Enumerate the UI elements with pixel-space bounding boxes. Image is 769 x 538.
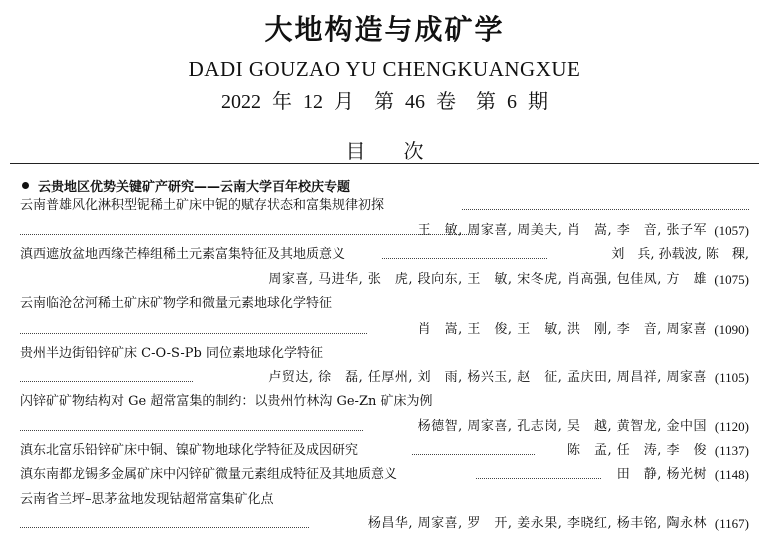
article-author-row: [0, 320, 769, 340]
article-authors: 肖 嵩, 王 俊, 王 敏, 洪 刚, 李 音, 周家喜: [417, 322, 707, 337]
article-page: (1090): [714, 322, 749, 337]
article-authors: 王 敏, 周家喜, 周美夫, 肖 嵩, 李 音, 张子军: [417, 223, 707, 238]
journal-title: 大地构造与成矿学: [264, 13, 505, 46]
leader-dots: [20, 417, 363, 431]
article-author-row: [0, 221, 769, 241]
article-title-row[interactable]: [0, 441, 769, 461]
toc-heading: 目次: [345, 139, 462, 163]
article-title: 云南普雄风化淋积型铌稀土矿床中铌的赋存状态和富集规律初探: [20, 198, 385, 213]
article-page: (1120): [714, 419, 749, 434]
article-title: 云南省兰坪–思茅盆地发现钴超常富集矿化点: [20, 492, 274, 507]
article-authors: 杨德智, 周家喜, 孔志岗, 吴 越, 黄智龙, 金中国: [417, 419, 707, 434]
article-page: (1057): [714, 223, 749, 238]
article-authors: 杨昌华, 周家喜, 罗 开, 姜永果, 李晓红, 杨丰铭, 陶永林: [367, 516, 707, 531]
article-page: (1167): [714, 516, 749, 531]
article-author-row: [0, 514, 769, 534]
section-heading: [22, 176, 350, 195]
article-author-row: [0, 368, 769, 388]
leader-dots: [476, 465, 601, 479]
leader-dots: [412, 441, 535, 455]
section-title: 云贵地区优势关键矿产研究——云南大学百年校庆专题: [38, 180, 351, 195]
article-authors-first: 刘 兵, 孙载波, 陈 稞,: [611, 247, 749, 262]
article-title-row[interactable]: [0, 196, 769, 216]
article-title: 贵州半边街铅锌矿床 C-O-S-Pb 同位素地球化学特征: [20, 346, 323, 361]
leader-dots: [20, 368, 193, 382]
issue-info: 2022 年 12 月 第 46 卷 第 6 期: [221, 91, 548, 113]
leader-dots: [20, 514, 309, 528]
article-title: 闪锌矿矿物结构对 Ge 超常富集的制约：以贵州竹林沟 Ge-Zn 矿床为例: [20, 394, 433, 409]
bullet-icon: [22, 182, 29, 189]
article-authors: 卢贸达, 徐 磊, 任厚州, 刘 雨, 杨兴玉, 赵 征, 孟庆田, 周昌祥, 周家喜: [268, 370, 707, 385]
leader-dots: [20, 221, 477, 235]
leader-dots: [382, 245, 547, 259]
divider: [10, 163, 759, 164]
article-title-row[interactable]: [0, 245, 769, 265]
article-authors: 陈 孟, 任 涛, 李 俊: [566, 443, 707, 458]
article-title-row[interactable]: [0, 294, 769, 314]
leader-dots: [20, 320, 367, 334]
article-title: 滇东南都龙锡多金属矿床中闪锌矿微量元素组成特征及其地质意义: [20, 467, 398, 482]
article-title: 滇西遮放盆地西缘芒棒组稀土元素富集特征及其地质意义: [20, 247, 346, 262]
article-page: (1105): [714, 370, 749, 385]
journal-title-pinyin: DADI GOUZAO YU CHENGKUANGXUE: [188, 57, 581, 81]
article-authors: 田 静, 杨光树: [616, 467, 707, 482]
article-title-row[interactable]: [0, 490, 769, 510]
article-title-row[interactable]: [0, 344, 769, 364]
article-page: (1137): [714, 443, 749, 458]
article-author-row: [0, 417, 769, 437]
article-page: (1075): [714, 272, 749, 287]
article-title-row[interactable]: [0, 392, 769, 412]
article-page: (1148): [714, 467, 749, 482]
article-author-row: [0, 270, 769, 290]
article-title: 滇东北富乐铅锌矿床中铜、镍矿物地球化学特征及成因研究: [20, 443, 359, 458]
article-title-row[interactable]: [0, 465, 769, 485]
article-title: 云南临沧岔河稀土矿床矿物学和微量元素地球化学特征: [20, 296, 333, 311]
leader-dots: [462, 196, 749, 210]
article-authors: 周家喜, 马进华, 张 虎, 段向东, 王 敏, 宋冬虎, 肖高强, 包佳凤, 方 雄: [268, 272, 707, 287]
